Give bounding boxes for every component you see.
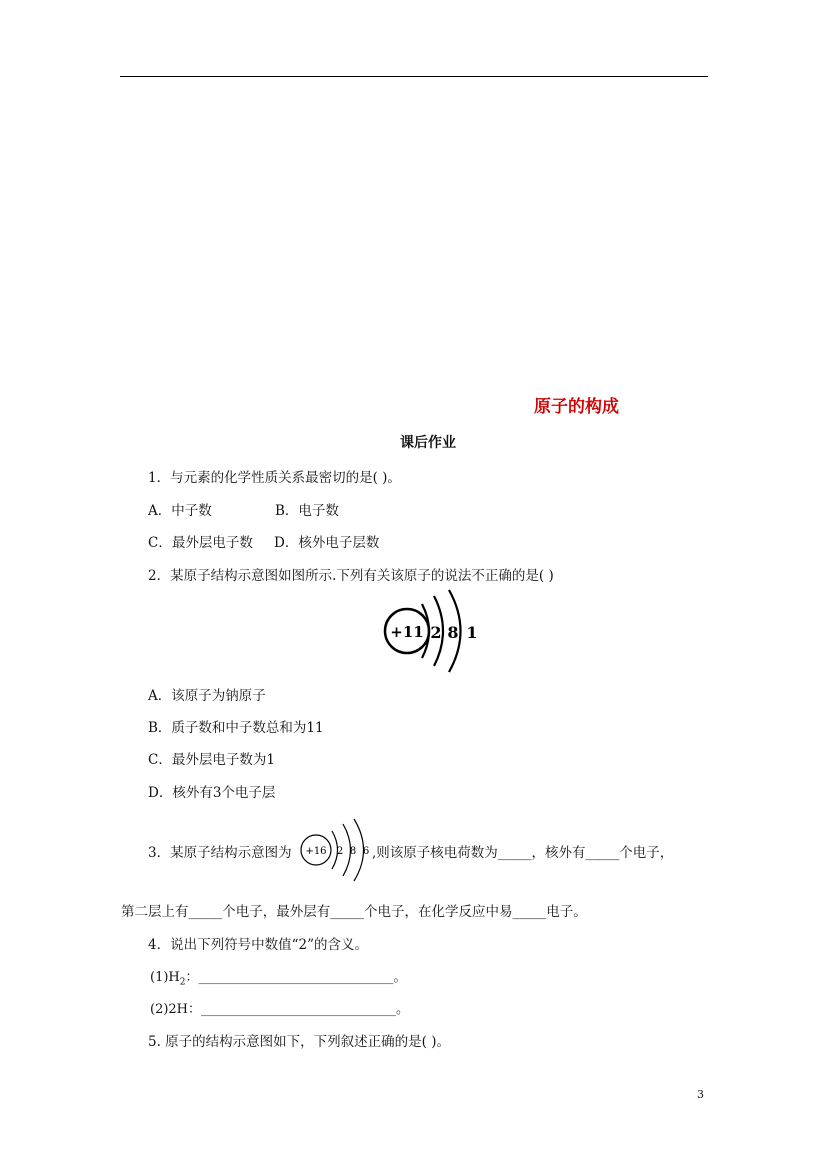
q2-stem: 2．某原子结构示意图如图所示.下列有关该原子的说法不正确的是( ) — [148, 568, 554, 584]
q2-shell-electrons-2: 8 — [447, 623, 459, 642]
q1-option-a: A．中子数 — [148, 503, 212, 519]
q2-option-b: B．质子数和中子数总和为11 — [148, 720, 324, 736]
q4-stem: 4．说出下列符号中数值“2”的含义。 — [148, 937, 368, 953]
q3-line2: 第二层上有_____个电子，最外层有_____个电子，在化学反应中易_____电子。 — [121, 904, 587, 920]
q4-item-2-blank: ：______________________________。 — [188, 1002, 410, 1017]
q2-shell-electrons-1: 2 — [430, 623, 442, 642]
q2-option-a: A．该原子为钠原子 — [148, 688, 266, 704]
q2-atom-diagram — [380, 588, 480, 674]
q3-shell-electrons-3: 6 — [362, 846, 370, 857]
q2-option-d: D．核外有3个电子层 — [148, 785, 276, 801]
q3-shell-electrons-2: 8 — [349, 846, 357, 857]
q1-option-d: D．核外电子层数 — [274, 535, 380, 551]
q3-nucleus-charge: +16 — [305, 846, 327, 857]
q4-item-1-label: (1)H — [150, 970, 180, 985]
page-number: 3 — [697, 1088, 704, 1101]
q3-prefix: 3．某原子结构示意图为 — [148, 845, 292, 861]
header-rule — [120, 76, 708, 77]
q2-nucleus-charge: +11 — [390, 623, 424, 641]
q3-shell-electrons-1: 2 — [336, 846, 344, 857]
q3-suffix: ,则该原子核电荷数为_____，核外有_____个电子， — [372, 845, 674, 861]
q4-item-2 — [150, 998, 409, 1017]
q4-item-1-subscript: 2 — [179, 977, 186, 988]
q1-stem: 1．与元素的化学性质关系最密切的是( )。 — [148, 470, 401, 486]
q1-option-b: B．电子数 — [275, 503, 339, 519]
q4-item-1 — [150, 966, 407, 988]
q2-option-c: C．最外层电子数为1 — [148, 752, 275, 768]
q3-atom-diagram — [297, 818, 375, 882]
q4-item-1-blank: ：______________________________。 — [185, 970, 407, 985]
page-title: 原子的构成 — [534, 397, 619, 417]
q5-stem: 5. 原子的结构示意图如下，下列叙述正确的是( )。 — [148, 1034, 450, 1050]
q4-item-2-label: (2)2H — [150, 1002, 189, 1017]
q2-shell-electrons-3: 1 — [466, 623, 478, 642]
q1-option-c: C．最外层电子数 — [148, 535, 253, 551]
section-subtitle: 课后作业 — [400, 435, 456, 451]
